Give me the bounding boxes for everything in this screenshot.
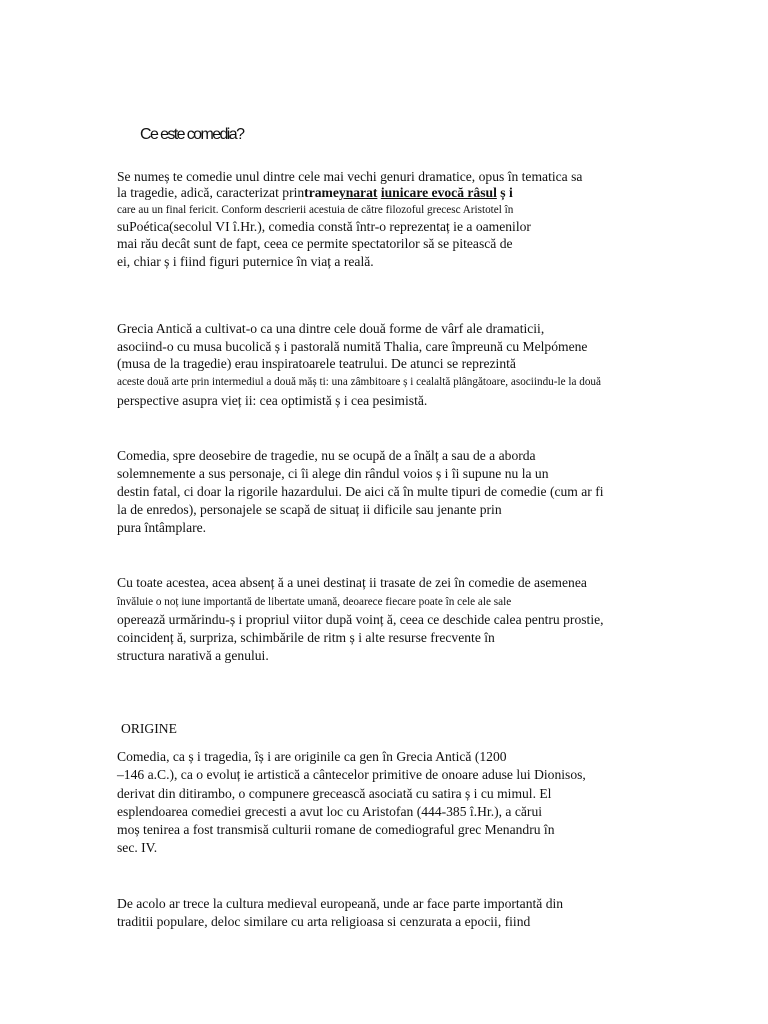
text-line bbox=[117, 185, 513, 201]
text-line: operează urmărindu-ș i propriul viitor după voinț ă, ceea ce deschide calea pentru prostie, bbox=[117, 612, 604, 627]
text-line: Se numeș te comedie unul dintre cele mai vechi genuri dramatice, opus în tematica sa bbox=[117, 169, 583, 184]
text-line: destin fatal, ci doar la rigorile hazardului. De aici că în multe tipuri de comedie (cum ar fi bbox=[117, 484, 604, 499]
text-line: esplendoarea comediei grecesti a avut loc cu Aristofan (444-385 î.Hr.), a cărui bbox=[117, 804, 543, 819]
section-heading: ORIGINE bbox=[121, 721, 177, 736]
text-span: su bbox=[117, 219, 130, 234]
text-line: pura întâmplare. bbox=[117, 520, 207, 535]
text-line: moș tenirea a fost transmisă culturii romane de comediograful grec Menandru în bbox=[117, 822, 555, 837]
text-line: (musa de la tragedie) erau inspiratoarele teatrului. De atunci se reprezintă bbox=[117, 356, 516, 371]
text-line: asociind-o cu musa bucolică ș i pastorală numită Thalia, care împreună cu Melpómene bbox=[117, 339, 588, 354]
text-line: Comedia, spre deosebire de tragedie, nu se ocupă de a înălț a sau de a aborda bbox=[117, 448, 536, 463]
text-line: De acolo ar trece la cultura medieval europeană, unde ar face parte importantă din bbox=[117, 896, 564, 911]
bold-text: ș i bbox=[496, 185, 513, 200]
text-line: traditii populare, deloc similare cu arta religioasa si cenzurata a epocii, fiind bbox=[117, 914, 531, 929]
bold-underlined-text: ynarat bbox=[338, 185, 378, 200]
text-line: derivat din ditirambo, o compunere grecească asociată cu satira ș i cu mimul. El bbox=[117, 786, 552, 801]
text-span: la tragedie, adică, caracterizat prin bbox=[117, 185, 305, 200]
text-line: Cu toate acestea, acea absenț ă a unei destinaț ii trasate de zei în comedie de asemenea bbox=[117, 575, 587, 590]
text-line: perspective asupra vieț ii: cea optimistă ș i cea pesimistă. bbox=[117, 393, 428, 408]
text-line: aceste două arte prin intermediul a două măș ti: una zâmbitoare ș i cealaltă plângătoare, asociindu-le la două bbox=[117, 376, 601, 388]
text-line: la de enredos), personajele se scapă de situaț ii dificile sau jenante prin bbox=[117, 502, 502, 517]
document-title: Ce este comedia? bbox=[140, 126, 244, 143]
text-line: sec. IV. bbox=[117, 840, 158, 855]
text-line: coincidenț ă, surpriza, schimbările de ritm ș i alte resurse frecvente în bbox=[117, 630, 495, 645]
bold-underlined-text: iunicare evocă râsul bbox=[380, 185, 497, 200]
text-span: Poética(secolul VI î.Hr.), comedia constă într-o reprezentaț ie a oamenilor bbox=[129, 219, 531, 234]
text-line: solemnemente a sus personaje, ci îi alege din rândul voios ș i îi supune nu la un bbox=[117, 466, 549, 481]
text-line: structura narativă a genului. bbox=[117, 648, 269, 663]
text-line: ei, chiar ș i fiind figuri puternice în viaț a reală. bbox=[117, 254, 374, 269]
text-line: –146 a.C.), ca o evoluț ie artistică a cântecelor primitive de onoare aduse lui Dionisos, bbox=[117, 767, 586, 782]
text-line bbox=[117, 219, 531, 235]
text-line: Comedia, ca ș i tragedia, îș i are originile ca gen în Grecia Antică (1200 bbox=[117, 749, 507, 764]
text-line: care au un final fericit. Conform descrierii acestuia de către filozoful grecesc Aristotel în bbox=[117, 204, 514, 216]
text-line: Grecia Antică a cultivat-o ca una dintre cele două forme de vârf ale dramaticii, bbox=[117, 321, 545, 336]
text-line: mai rău decât sunt de fapt, ceea ce permite spectatorilor să se pitească de bbox=[117, 236, 513, 251]
bold-text: trame bbox=[304, 185, 339, 200]
text-line: învăluie o noț iune importantă de libertate umană, deoarece fiecare poate în cele ale sale bbox=[117, 596, 512, 608]
